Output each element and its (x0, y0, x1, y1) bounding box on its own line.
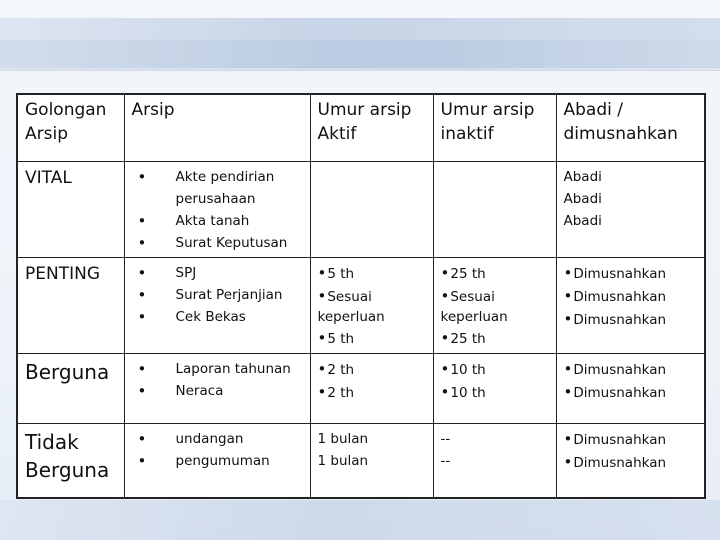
category-cell (17, 161, 124, 257)
list-item (132, 450, 304, 472)
list-item (132, 262, 304, 284)
arsip-list (132, 428, 304, 472)
abadi-value: • Dimusnahkan (564, 381, 699, 404)
footer-band (0, 500, 720, 540)
header-text: Aktif (317, 124, 357, 144)
inaktif-value: • 25 th (441, 262, 550, 285)
inaktif-value: -- (440, 452, 451, 469)
aktif-value: keperluan (317, 308, 385, 325)
abadi-value: Abadi (563, 168, 602, 185)
category-label: Berguna (25, 457, 110, 482)
category-cell (17, 423, 124, 498)
abadi-value: Abadi (563, 212, 602, 229)
list-item (132, 166, 304, 210)
item-text: Cek Bekas (175, 308, 246, 325)
arsip-retention-table (16, 93, 706, 499)
list-item (132, 210, 304, 232)
list-item (132, 232, 304, 254)
table-row (17, 423, 705, 498)
abadi-cell (556, 423, 705, 498)
abadi-cell (556, 257, 705, 353)
list-item (132, 284, 304, 306)
abadi-value: Abadi (563, 190, 602, 207)
inaktif-cell (433, 353, 556, 423)
inaktif-value: • 10 th (441, 381, 550, 404)
item-text: pengumuman (175, 452, 270, 469)
header-band-shade (0, 40, 720, 70)
abadi-value: • Dimusnahkan (564, 262, 699, 285)
list-item (132, 306, 304, 328)
aktif-value: • Sesuai (318, 285, 427, 308)
header-inaktif (433, 94, 556, 161)
header-row (17, 94, 705, 161)
item-text: Surat Perjanjian (175, 286, 283, 303)
category-label: VITAL (25, 167, 72, 188)
item-text: Neraca (175, 382, 224, 399)
inaktif-cell (433, 423, 556, 498)
aktif-value: • 5 th (318, 262, 427, 285)
category-cell (17, 257, 124, 353)
header-aktif (310, 94, 433, 161)
list-item (132, 380, 304, 402)
inaktif-value: -- (440, 430, 451, 447)
abadi-value: • Dimusnahkan (564, 285, 699, 308)
inaktif-cell (433, 161, 556, 257)
divider (0, 70, 720, 71)
abadi-value: • Dimusnahkan (564, 428, 699, 451)
item-text: Laporan tahunan (175, 360, 291, 377)
header-text: inaktif (440, 124, 494, 144)
item-text: perusahaan (175, 190, 256, 207)
inaktif-value: • 10 th (441, 358, 550, 381)
item-text: Surat Keputusan (175, 234, 288, 251)
arsip-items-cell (124, 161, 310, 257)
item-text: Akta tanah (175, 212, 250, 229)
header-arsip (124, 94, 310, 161)
header-text: Arsip (131, 100, 175, 120)
header-text: Arsip (25, 124, 68, 144)
header-golongan (17, 94, 124, 161)
item-text: • Akte pendirian (175, 168, 275, 185)
arsip-list (132, 166, 304, 254)
list-item (132, 428, 304, 450)
arsip-items-cell (124, 353, 310, 423)
inaktif-value: • Sesuai (441, 285, 550, 308)
aktif-value: • 5 th (318, 327, 427, 350)
header-text: Umur arsip (440, 100, 535, 120)
inaktif-cell (433, 257, 556, 353)
table-row (17, 353, 705, 423)
category-cell (17, 353, 124, 423)
arsip-list (132, 358, 304, 402)
aktif-cell (310, 423, 433, 498)
header-text: Umur arsip (317, 100, 412, 120)
table-row (17, 257, 705, 353)
header-abadi (556, 94, 705, 161)
header-text: Golongan (25, 100, 107, 120)
aktif-cell (310, 353, 433, 423)
arsip-items-cell (124, 257, 310, 353)
arsip-items-cell (124, 423, 310, 498)
aktif-value: 1 bulan (317, 452, 369, 469)
category-label: Berguna (25, 359, 110, 384)
item-text: undangan (175, 430, 244, 447)
list-item (132, 358, 304, 380)
item-text: SPJ (175, 264, 197, 281)
table-row (17, 161, 705, 257)
aktif-value: • 2 th (318, 358, 427, 381)
header-text: Abadi / (563, 100, 623, 120)
abadi-cell (556, 161, 705, 257)
category-label: Tidak (25, 429, 79, 454)
aktif-cell (310, 257, 433, 353)
abadi-value: • Dimusnahkan (564, 451, 699, 474)
arsip-list (132, 262, 304, 328)
category-label: PENTING (25, 263, 100, 284)
abadi-cell (556, 353, 705, 423)
abadi-value: • Dimusnahkan (564, 308, 699, 331)
header-text: dimusnahkan (563, 124, 678, 144)
inaktif-value: • 25 th (441, 327, 550, 350)
inaktif-value: keperluan (440, 308, 508, 325)
aktif-value: • 2 th (318, 381, 427, 404)
aktif-value: 1 bulan (317, 430, 369, 447)
abadi-value: • Dimusnahkan (564, 358, 699, 381)
aktif-cell (310, 161, 433, 257)
